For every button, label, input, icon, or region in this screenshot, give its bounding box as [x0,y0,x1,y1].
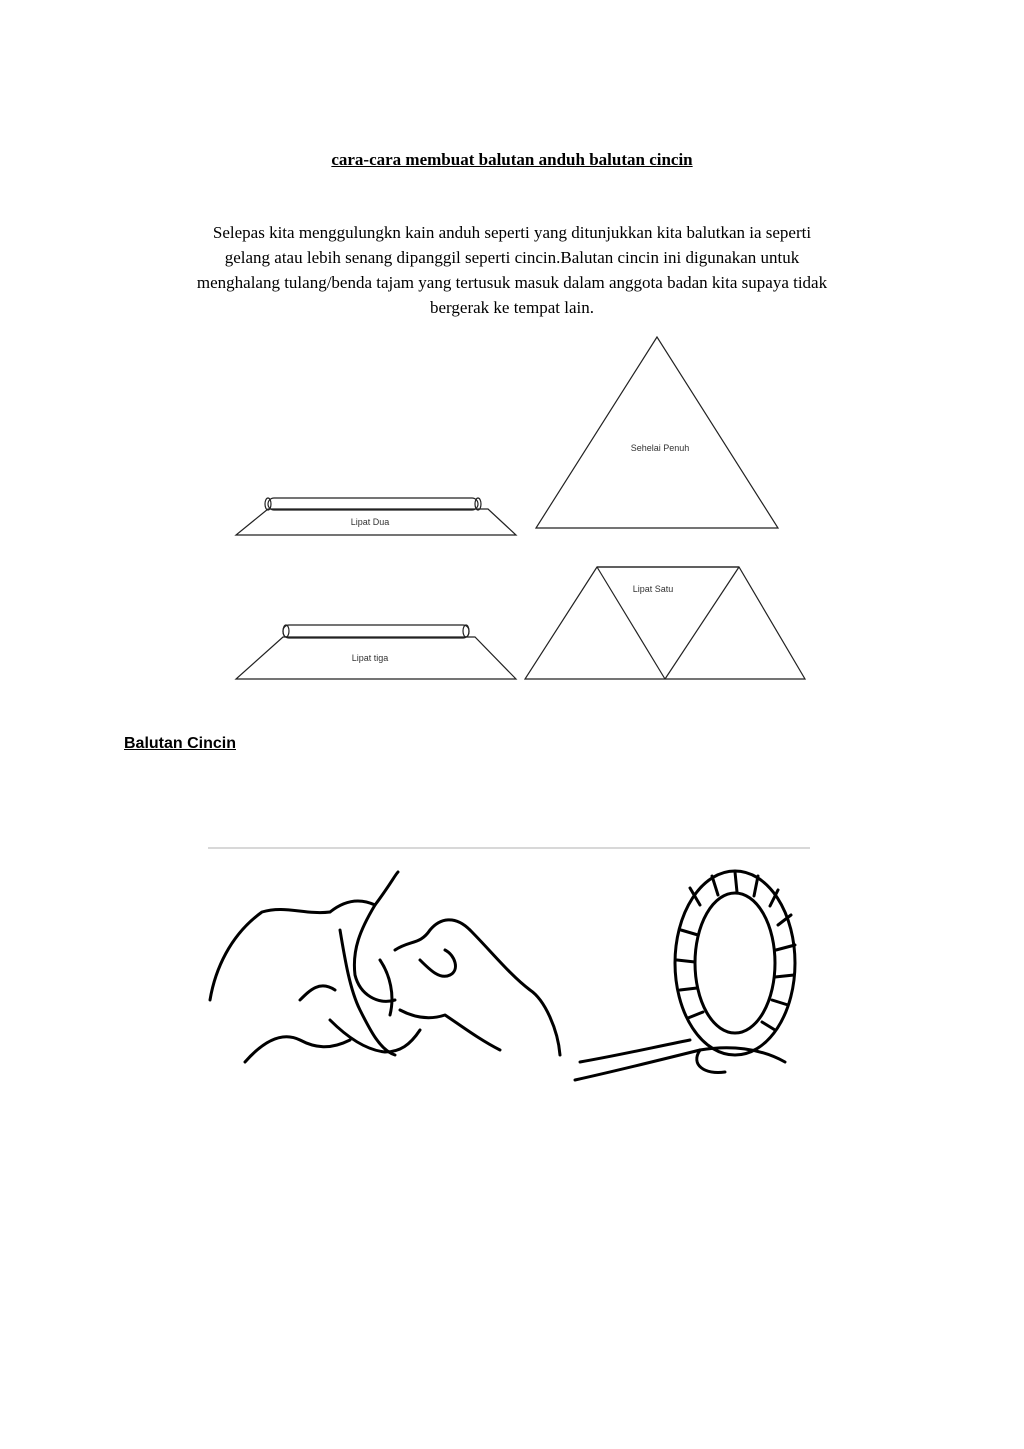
label-sehelai-penuh: Sehelai Penuh [630,443,690,453]
paragraph-line: bergerak ke tempat lain. [430,298,594,317]
document-title: cara-cara membuat balutan anduh balutan cincin [331,150,693,169]
label-lipat-dua: Lipat Dua [350,517,390,527]
paragraph-line: Selepas kita menggulungkn kain anduh seperti yang ditunjukkan kita balutkan ia seperti [212,223,812,242]
label-lipat-tiga: Lipat tiga [351,653,389,663]
section-heading: Balutan Cincin [124,735,237,752]
hands-illustration [210,872,560,1062]
paragraph-line: gelang atau lebih senang dipanggil seperti cincin.Balutan cincin ini digunakan untuk [224,248,800,267]
label-lipat-satu: Lipat Satu [632,584,674,594]
ring-illustration [575,871,795,1080]
paragraph-line: menghalang tulang/benda tajam yang tertusuk masuk dalam anggota badan kita supaya tidak [196,273,828,292]
